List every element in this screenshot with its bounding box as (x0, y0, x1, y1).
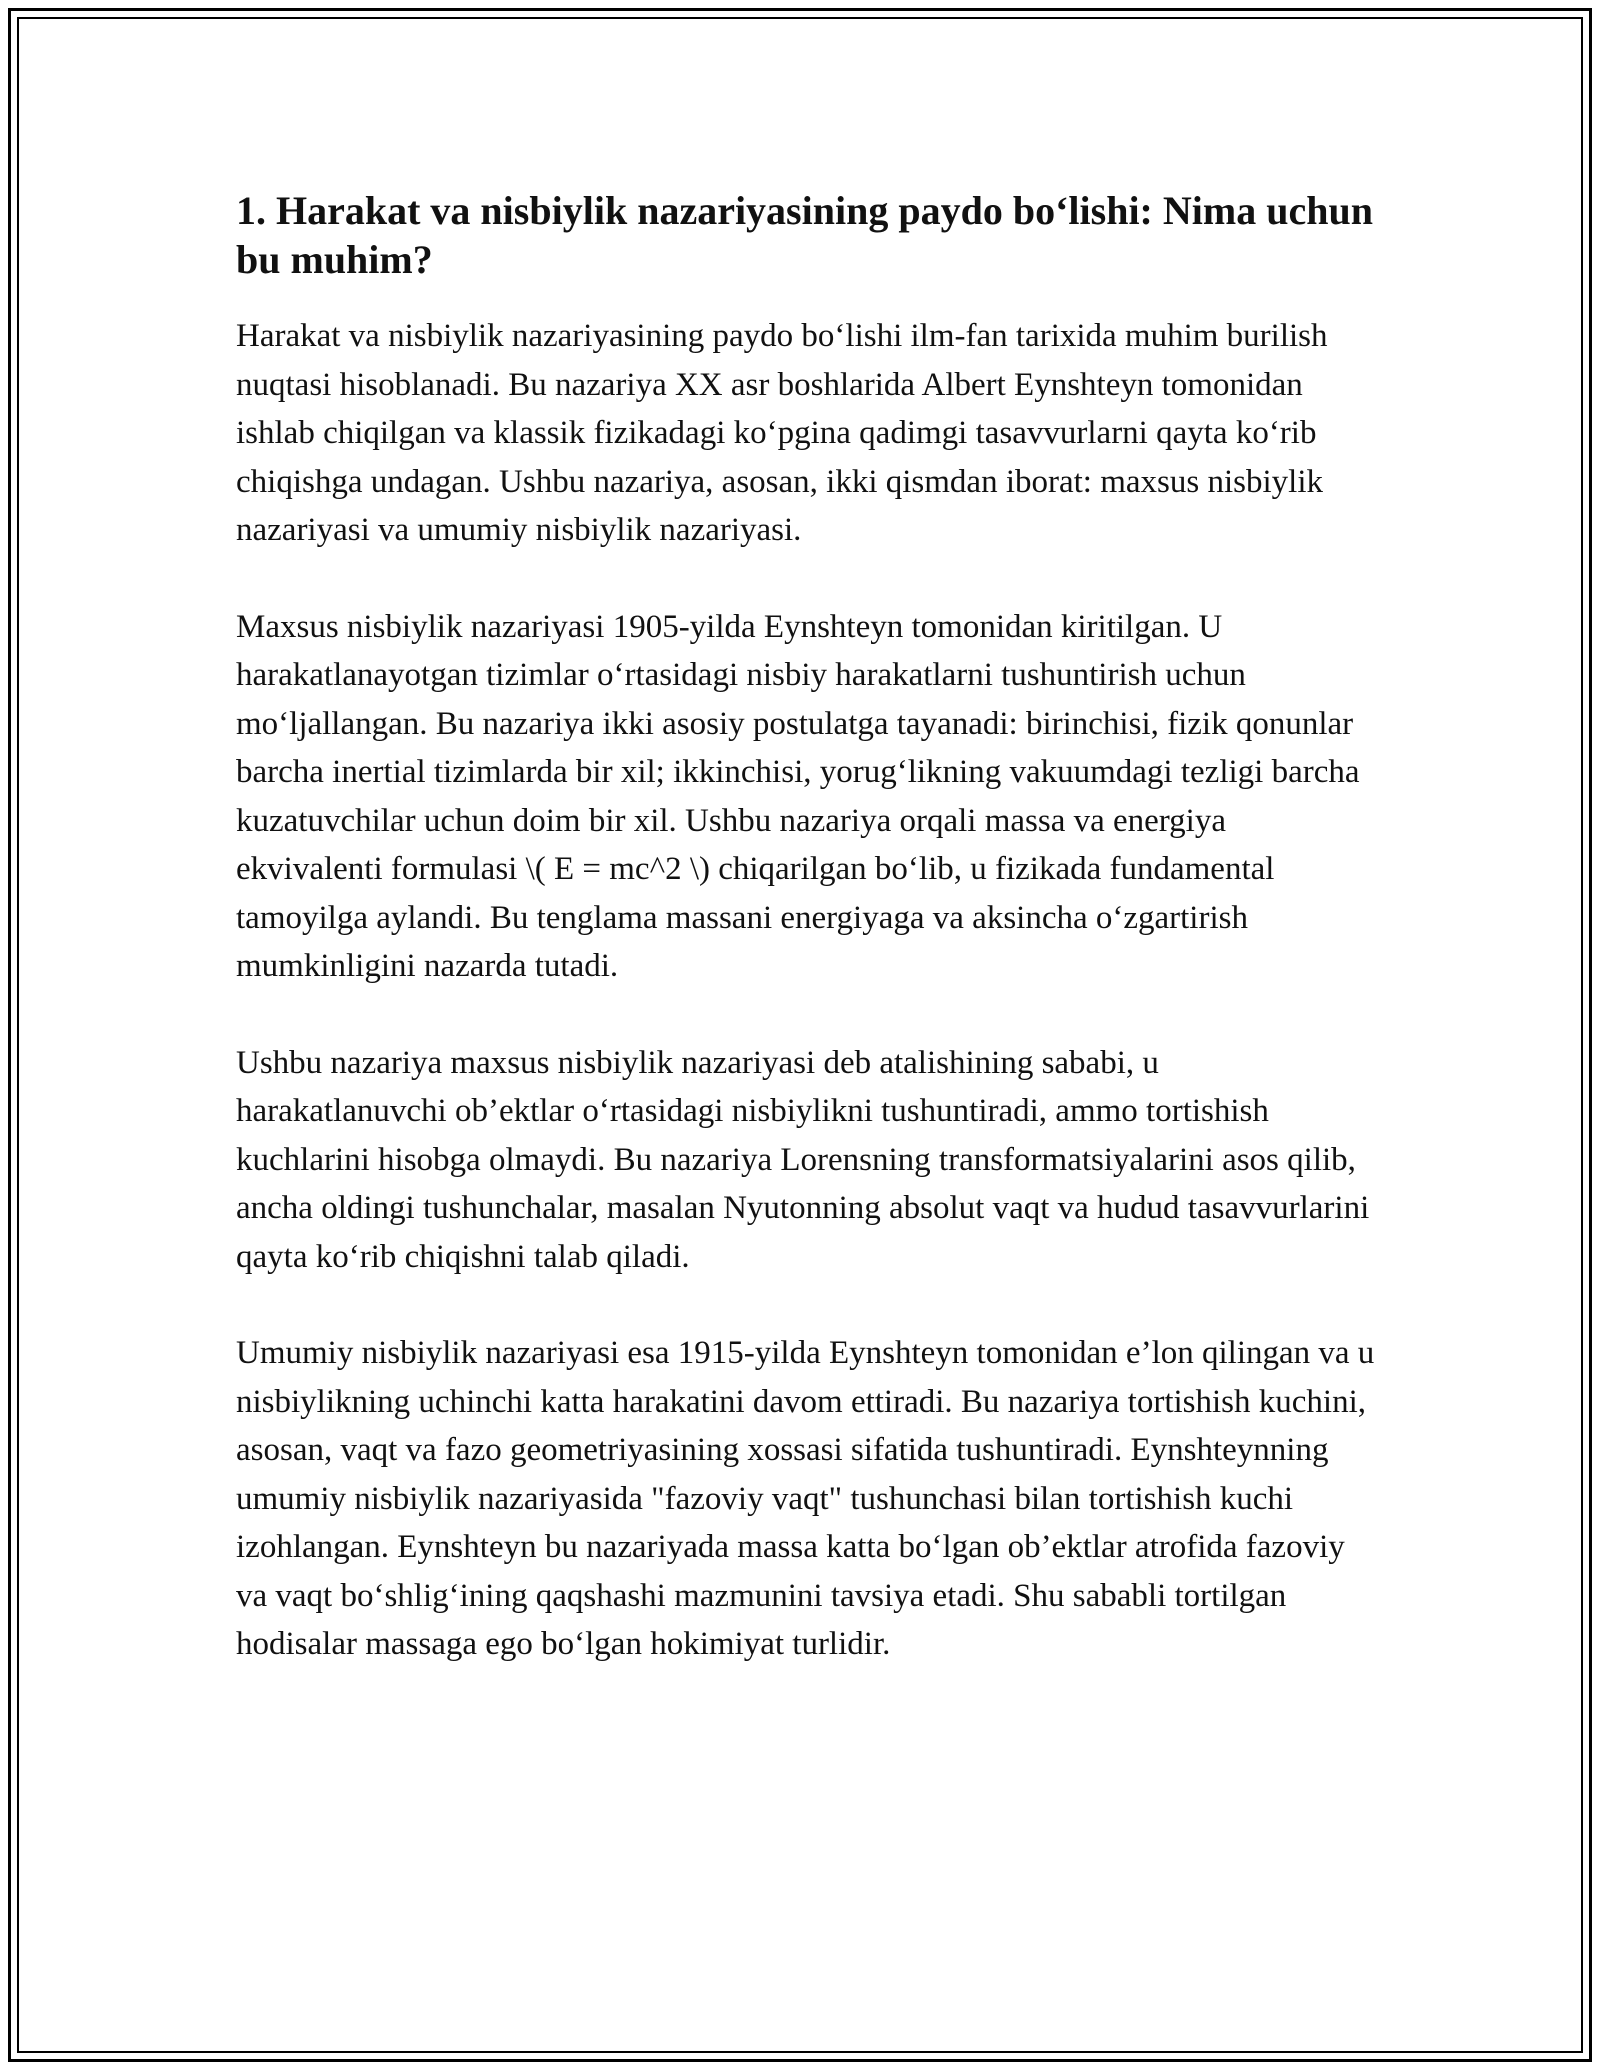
paragraph-4: Umumiy nisbiylik nazariyasi esa 1915-yilda Eynshteyn tomonidan e’lon qilingan va u nisbiylikning uchinchi katta harakatini davom ettiradi. Bu nazariya tortishish kuchini, asosan, vaqt va fazo geometriyasining xossasi sifatida tushuntiradi. Eynshteynning umumiy nisbiylik nazariyasida "fazoviy vaqt" tushunchasi bilan tortishish kuchi izohlangan. Eynshteyn bu nazariyada massa katta bo‘lgan ob’ektlar atrofida fazoviy va vaqt bo‘shlig‘ining qaqshashi mazmunini tavsiya etadi. Shu sababli tortilgan hodisalar massaga ego bo‘lgan hokimiyat turlidir. (236, 1335, 1375, 1662)
paragraph-3: Ushbu nazariya maxsus nisbiylik nazariyasi deb atalishining sababi, u harakatlanuvchi ob’ektlar o‘rtasidagi nisbiylikni tushuntiradi, ammo tortishish kuchlarini hisobga olmaydi. Bu nazariya Lorensning transformatsiyalarini asos qilib, ancha oldingi tushunchalar, masalan Nyutonning absolut vaqt va hudud tasavvurlarini qayta ko‘rib chiqishni talab qiladi. (236, 1044, 1370, 1275)
paragraph-2: Maxsus nisbiylik nazariyasi 1905-yilda Eynshteyn tomonidan kiritilgan. U harakatlanayotgan tizimlar o‘rtasidagi nisbiy harakatlarni tushuntirish uchun mo‘ljallangan. Bu nazariya ikki asosiy postulatga tayanadi: birinchisi, fizik qonunlar barcha inertial tizimlarda bir xil; ikkinchisi, yorug‘likning vakuumdagi tezligi barcha kuzatuvchilar uchun doim bir xil. Ushbu nazariya orqali massa va energiya ekvivalenti formulasi \( E = mc^2 \) chiqarilgan bo‘lib, u fizikada fundamental tamoyilga aylandi. Bu tenglama massani energiyaga va aksincha o‘zgartirish mumkinligini nazarda tutadi. (236, 608, 1360, 984)
section-heading: 1. Harakat va nisbiylik nazariyasining paydo bo‘lishi: Nima uchun bu muhim? (236, 188, 1373, 282)
paragraph-1: Harakat va nisbiylik nazariyasining paydo bo‘lishi ilm-fan tarixida muhim burilish nuqtasi hisoblanadi. Bu nazariya XX asr boshlarida Albert Eynshteyn tomonidan ishlab chiqilgan va klassik fizikadagi ko‘pgina qadimgi tasavvurlarni qayta ko‘rib chiqishga undagan. Ushbu nazariya, asosan, ikki qismdan iborat: maxsus nisbiylik nazariyasi va umumiy nisbiylik nazariyasi. (236, 318, 1328, 548)
document-body (236, 186, 1376, 1669)
